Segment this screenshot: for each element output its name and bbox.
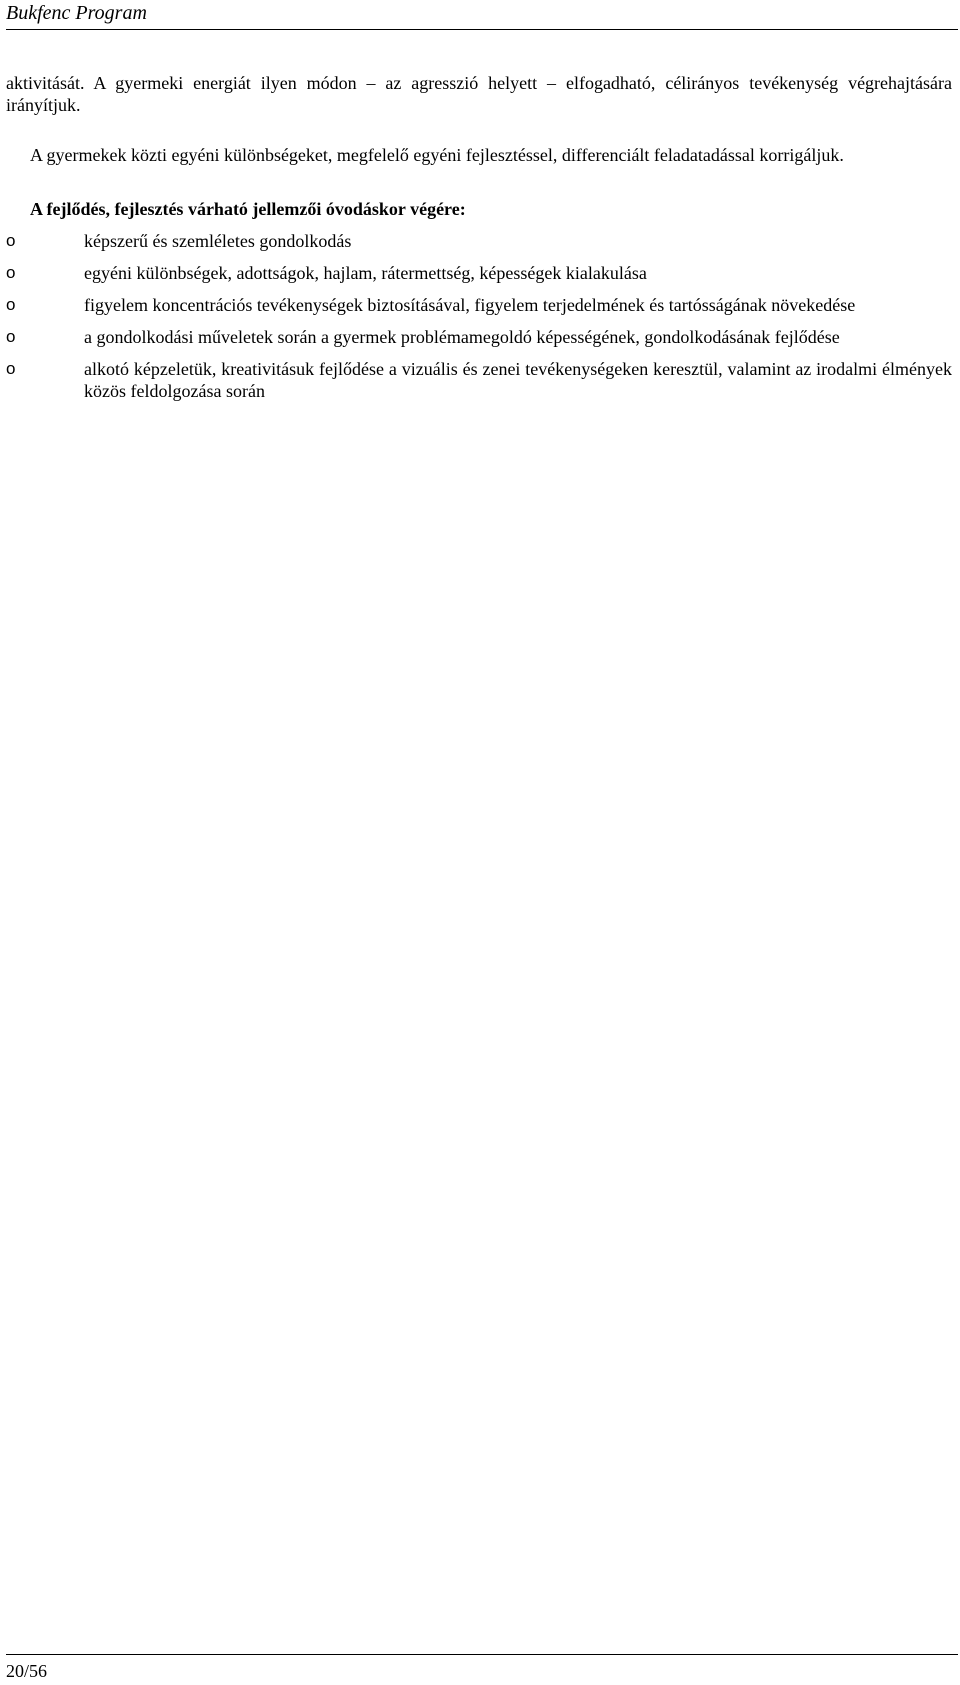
- list-item-text: képszerű és szemléletes gondolkodás: [84, 231, 352, 251]
- bullet-icon: o: [6, 359, 16, 378]
- development-list: [6, 230, 952, 402]
- bullet-icon: o: [6, 263, 16, 282]
- body-paragraph: aktivitását. A gyermeki energiát ilyen módon – az agresszió helyett – elfogadható, célirányos tevékenység végrehajtására irányítjuk.: [6, 73, 952, 115]
- bullet-icon: o: [6, 327, 16, 346]
- bullet-icon: o: [6, 231, 16, 250]
- header-title: Bukfenc Program: [6, 2, 147, 24]
- bullet-icon: o: [6, 295, 16, 314]
- list-item: [6, 358, 952, 402]
- page-header: [6, 0, 958, 30]
- body-paragraph: A gyermekek közti egyéni különbségeket, megfelelő egyéni fejlesztéssel, differenciált feladatadással korrigáljuk.: [30, 145, 844, 165]
- list-item: [6, 326, 952, 348]
- list-item: [6, 230, 952, 252]
- list-item-text: egyéni különbségek, adottságok, hajlam, rátermettség, képességek kialakulása: [84, 263, 647, 283]
- page-footer: [6, 1654, 958, 1685]
- list-item-text: alkotó képzeletük, kreativitásuk fejlődése a vizuális és zenei tevékenységeken keresztül, valamint az irodalmi élmények közös feldolgozása során: [84, 359, 952, 401]
- document-body: [6, 72, 952, 402]
- list-item: [6, 262, 952, 284]
- page-number: 20/56: [6, 1661, 48, 1681]
- section-heading: A fejlődés, fejlesztés várható jellemzői óvodáskor végére:: [30, 199, 466, 219]
- list-item: [6, 294, 952, 316]
- list-item-text: figyelem koncentrációs tevékenységek biztosításával, figyelem terjedelmének és tartósságának növekedése: [84, 295, 856, 315]
- list-item-text: a gondolkodási műveletek során a gyermek problémamegoldó képességének, gondolkodásának fejlődése: [84, 327, 840, 347]
